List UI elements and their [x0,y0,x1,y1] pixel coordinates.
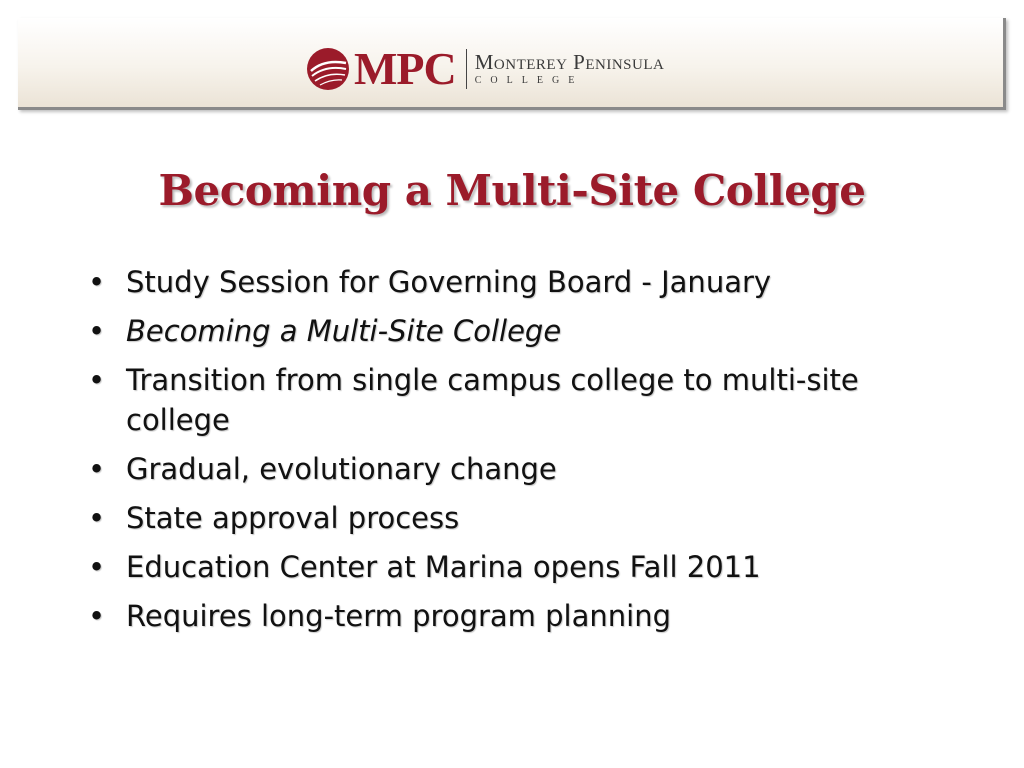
bullet-text: Requires long-term program planning [126,599,671,633]
bullet-item [86,498,946,538]
logo-name-bottom: COLLEGE [474,75,584,86]
bullet-text: Study Session for Governing Board - January [126,265,772,299]
header-banner [18,18,1006,110]
bullet-item [86,262,946,302]
slide-title: Becoming a Multi-Site College [158,166,866,215]
bullet-text: State approval process [126,501,460,535]
college-logo [306,44,664,94]
bullet-dot: • [88,550,106,584]
bullet-item [86,547,946,587]
bullet-text: Becoming a Multi-Site College [126,314,562,348]
bullet-text: Gradual, evolutionary change [126,452,557,486]
bullet-dot: • [88,314,106,348]
bullet-item [86,360,946,440]
bullet-item [86,449,946,489]
bullet-dot: • [88,363,106,397]
logo-divider [466,49,467,89]
bullet-dot: • [88,599,106,633]
college-seal-icon [306,47,350,91]
logo-wordmark [475,51,665,87]
logo-abbreviation: MPC [354,43,456,94]
bullet-text: Education Center at Marina opens Fall 2011 [126,550,761,584]
bullet-dot: • [88,265,106,299]
bullet-item [86,311,946,351]
bullet-dot: • [88,501,106,535]
bullet-text: Transition from single campus college to multi-site college [126,363,859,437]
bullet-dot: • [88,452,106,486]
bullet-item [86,596,946,636]
logo-name-top: Monterey Peninsula [474,50,665,74]
bullet-list [86,262,946,645]
